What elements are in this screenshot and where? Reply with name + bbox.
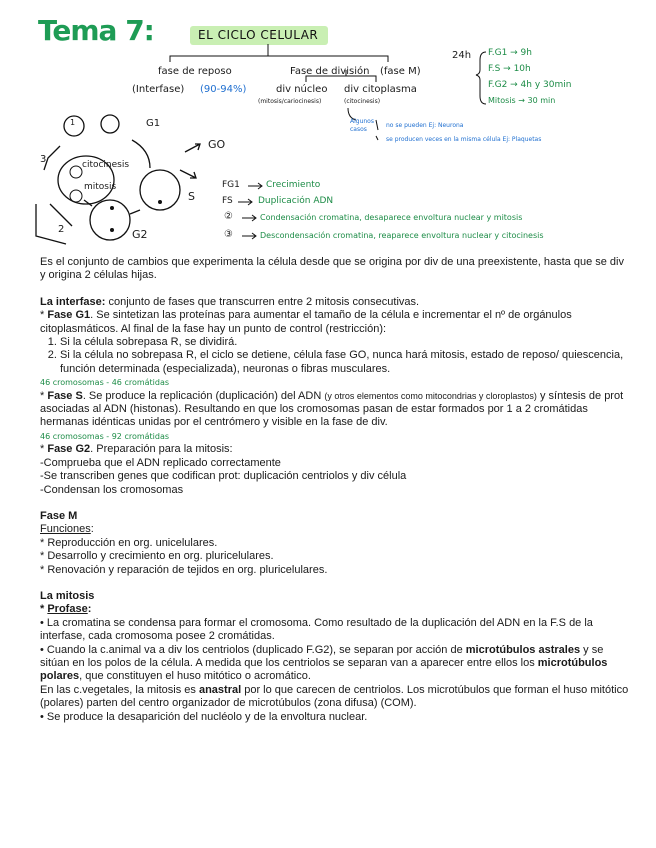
phase-1-label: 1: [70, 118, 76, 127]
phase-2-label: 2: [58, 224, 65, 235]
page-title: Tema 7:: [38, 14, 154, 47]
fase-division-label: Fase de división: [290, 66, 370, 77]
mitosis-heading: La mitosis: [40, 589, 95, 602]
fase-m-heading: Fase M: [40, 509, 78, 522]
fase-m-label: (fase M): [380, 66, 421, 77]
go-label: GO: [208, 138, 226, 151]
legend-text-fg1: Crecimiento: [266, 180, 321, 190]
timing-24h: 24h: [452, 50, 472, 61]
div-nucleo-label: div núcleo: [276, 84, 328, 95]
document-body: [40, 256, 630, 724]
list-item: -Se transcriben genes que codifican prot: duplicación centriolos y div célula: [40, 470, 407, 483]
mitosis-diagram-label: mitosis: [84, 182, 117, 192]
interfase-paragraph: La interfase: conjunto de fases que transcurren entre 2 mitosis consecutivas.: [40, 295, 420, 308]
list-item: -Condensan los cromosomas: [40, 483, 184, 496]
g1-list: [40, 336, 630, 376]
s-paragraph: * Fase S. Se produce la replicación (duplicación) del ADN (y otros elementos como mitocondrias y cloroplastos) y síntesis de prot asociadas al ADN (histonas). Resultando en que los cromosomas pasan de estar formados por 1 a 2 cromátidas hermanas idénticas unidas por el centrómero y visible en la fase de div.: [40, 389, 624, 429]
profase-point-3: En las c.vegetales, la mitosis es anastral por lo que carecen de centriolos. Los microtúbulos que forman el huso mitótico (polares) parten del centro organizador de microtúbulos (zona difusa) (COM).: [40, 683, 629, 710]
citocinesis-small-label: (citocinesis): [344, 98, 381, 105]
g2-paragraph: * Fase G2. Preparación para la mitosis:: [40, 443, 233, 456]
list-item: 2. Si la célula no sobrepasa R, el ciclo se detiene, célula fase GO, nunca hará mitosis, estado de reposo/ quiescencia, función determinada (especializada), neuronas o fibras musculares.: [60, 349, 630, 376]
list-item: * Renovación y reparación de tejidos en org. pluricelulares.: [40, 563, 328, 576]
timing-g2: F.G2 → 4h y 30min: [488, 80, 572, 90]
s-label: S: [188, 190, 195, 203]
profase-point-2: • Cuando la c.animal va a div los centriolos (duplicado F.G2), se separan por acción de microtúbulos astrales y se sitúan en los polos de la célula. A medida que los centriolos se separan van a aparecer entre ellos los microtúbulos polares, que constituyen el huso mitótico o acromático.: [40, 643, 608, 683]
profase-point-1: • La cromatina se condensa para formar el cromosoma. Como resultado de la duplicación del ADN en la F.S de la interfase, cada cromosoma posee 2 cromátidas.: [40, 616, 593, 643]
list-item: * Desarrollo y crecimiento en org. pluricelulares.: [40, 550, 274, 563]
page-subtitle: EL CICLO CELULAR: [190, 26, 328, 45]
g1-paragraph: * Fase G1. Se sintetizan las proteínas para aumentar el tamaño de la célula e incrementar el nº de orgánulos citoplasmáticos. Al final de la fase hay un punto de control (restricción):: [40, 309, 572, 335]
legend-text-3: Descondensación cromatina, reaparece envoltura nuclear y citocinesis: [260, 231, 544, 240]
note-46-92: 46 cromosomas - 92 cromátidas: [40, 431, 170, 441]
phase-3-label: 3: [40, 154, 47, 165]
list-item: 1. Si la célula sobrepasa R, se dividirá.: [60, 336, 630, 349]
interfase-label: (Interfase): [132, 84, 185, 95]
legend-key-fg1: FG1: [222, 180, 240, 190]
profase-heading: * Profase:: [40, 603, 92, 616]
div-citoplasma-label: div citoplasma: [344, 84, 417, 95]
g1-label: G1: [146, 118, 161, 129]
note-46-46: 46 cromosomas - 46 cromátidas: [40, 378, 170, 388]
timing-s: F.S → 10h: [488, 64, 531, 74]
intro-paragraph: Es el conjunto de cambios que experimenta la célula desde que se origina por div de una preexistente, hasta que se div y origina 2 células hijas.: [40, 256, 624, 282]
funciones-label: Funciones:: [40, 523, 94, 536]
legend-key-2: ②: [224, 211, 233, 222]
list-item: * Reproducción en org. unicelulares.: [40, 536, 218, 549]
legend-text-2: Condensación cromatina, desaparece envoltura nuclear y mitosis: [260, 213, 523, 222]
g2-label: G2: [132, 228, 148, 241]
legend-key-fs: FS: [222, 196, 233, 206]
cariocinesis-label: (mitosis/cariocinesis): [258, 98, 322, 105]
algunos-casos-label: Algunos casos: [350, 118, 374, 133]
interfase-pct: (90-94%): [200, 84, 247, 95]
legend-text-fs: Duplicación ADN: [258, 196, 334, 206]
citocinesis-diagram-label: citocinesis: [82, 160, 130, 170]
se-producen-note: se producen veces en la misma célula Ej: Plaquetas: [386, 136, 542, 143]
timing-g1: F.G1 → 9h: [488, 48, 532, 58]
legend-key-3: ③: [224, 229, 233, 240]
timing-mitosis: Mitosis → 30 min: [488, 96, 556, 105]
fase-reposo-label: fase de reposo: [158, 66, 232, 77]
no-pueden-note: no se pueden Ej: Neurona: [386, 122, 464, 129]
profase-point-4: • Se produce la desaparición del nucléolo y de la envoltura nuclear.: [40, 710, 368, 723]
list-item: -Comprueba que el ADN replicado correctamente: [40, 456, 281, 469]
